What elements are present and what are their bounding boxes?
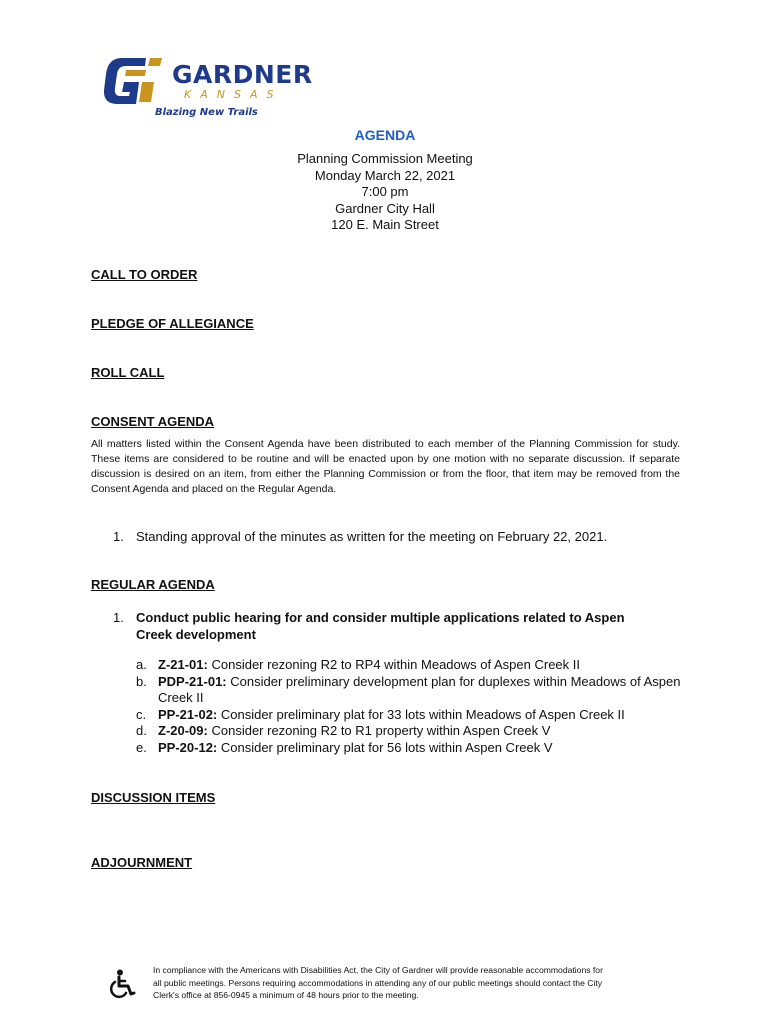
- heading-pledge: PLEDGE OF ALLEGIANCE: [91, 316, 254, 331]
- consent-description: All matters listed within the Consent Agenda have been distributed to each member of the Planning Commission for study. These items are considered to be routine and will be enacted upon by one motion with no separate discussion. If separate discussion is desired on an item, from either the Planning Commission or from the floor, that item may be removed from the Consent Agenda and placed on the Regular Agenda.: [91, 438, 680, 495]
- ada-note-line: In compliance with the Americans with Disabilities Act, the City of Gardner will provide reasonable accommodations for: [153, 965, 603, 975]
- heading-call-to-order: CALL TO ORDER: [91, 267, 198, 282]
- sub-item-code: PDP-21-01:: [158, 673, 227, 689]
- logo-tagline: Blazing New Trails: [155, 107, 258, 118]
- list-item: [136, 740, 686, 757]
- regular-item-line1: Conduct public hearing for and consider multiple applications related to Aspen: [136, 610, 625, 625]
- agenda-title: AGENDA: [354, 127, 416, 143]
- wheelchair-accessibility-icon: [108, 969, 136, 999]
- ada-note-line: Clerk's office at 856-0945 a minimum of 48 hours prior to the meeting.: [153, 990, 419, 1000]
- heading-adjournment: ADJOURNMENT: [91, 855, 193, 870]
- sub-item-letter: a.: [136, 657, 147, 672]
- sub-item-letter: e.: [136, 739, 147, 755]
- sub-item-letter: b.: [136, 673, 147, 689]
- meeting-address: 120 E. Main Street: [331, 217, 439, 232]
- regular-item-line2: Creek development: [136, 626, 256, 642]
- sub-item-code: Z-20-09:: [158, 723, 208, 738]
- consent-item-number: 1.: [113, 529, 124, 544]
- list-item: [136, 674, 686, 707]
- sub-item-letter: c.: [136, 706, 147, 722]
- regular-item-number: 1.: [113, 610, 124, 625]
- sub-item-text: Consider preliminary plat for 56 lots within Aspen Creek V: [217, 739, 553, 755]
- sub-item-code: Z-21-01:: [158, 657, 208, 672]
- heading-discussion-items: DISCUSSION ITEMS: [91, 790, 216, 805]
- logo-state: KANSAS: [184, 88, 283, 101]
- sub-item-code: PP-20-12:: [158, 739, 218, 755]
- gardner-g-emblem-icon: [102, 52, 174, 112]
- sub-item-letter: d.: [136, 723, 147, 738]
- meeting-date: Monday March 22, 2021: [314, 167, 456, 183]
- list-item: [136, 707, 686, 724]
- meeting-location: Gardner City Hall: [335, 200, 435, 216]
- meeting-info: [0, 151, 770, 234]
- heading-roll-call: ROLL CALL: [91, 365, 165, 380]
- regular-subitems: [136, 657, 686, 756]
- sub-item-text: Consider preliminary plat for 33 lots within Meadows of Aspen Creek II: [217, 706, 625, 722]
- gardner-logo: [102, 52, 313, 124]
- meeting-name: Planning Commission Meeting: [297, 151, 473, 166]
- ada-note-line: all public meetings. Persons requiring accommodations in attending any of our public meetings should contact the City: [153, 977, 603, 988]
- ada-compliance-note: [153, 964, 683, 1002]
- heading-consent-agenda: CONSENT AGENDA: [91, 414, 215, 429]
- logo-wordmark: GARDNER: [172, 60, 313, 89]
- list-item: [136, 657, 686, 674]
- sub-item-text: Consider preliminary development plan for duplexes within Meadows of Aspen Creek II: [158, 673, 681, 705]
- heading-regular-agenda: REGULAR AGENDA: [91, 577, 215, 592]
- meeting-time: 7:00 pm: [361, 184, 409, 199]
- sub-item-code: PP-21-02:: [158, 706, 218, 722]
- sub-item-text: Consider rezoning R2 to R1 property within Aspen Creek V: [207, 723, 551, 738]
- list-item: [136, 723, 686, 740]
- sub-item-text: Consider rezoning R2 to RP4 within Meadows of Aspen Creek II: [207, 657, 580, 672]
- consent-item-text: Standing approval of the minutes as written for the meeting on February 22, 2021.: [136, 529, 608, 544]
